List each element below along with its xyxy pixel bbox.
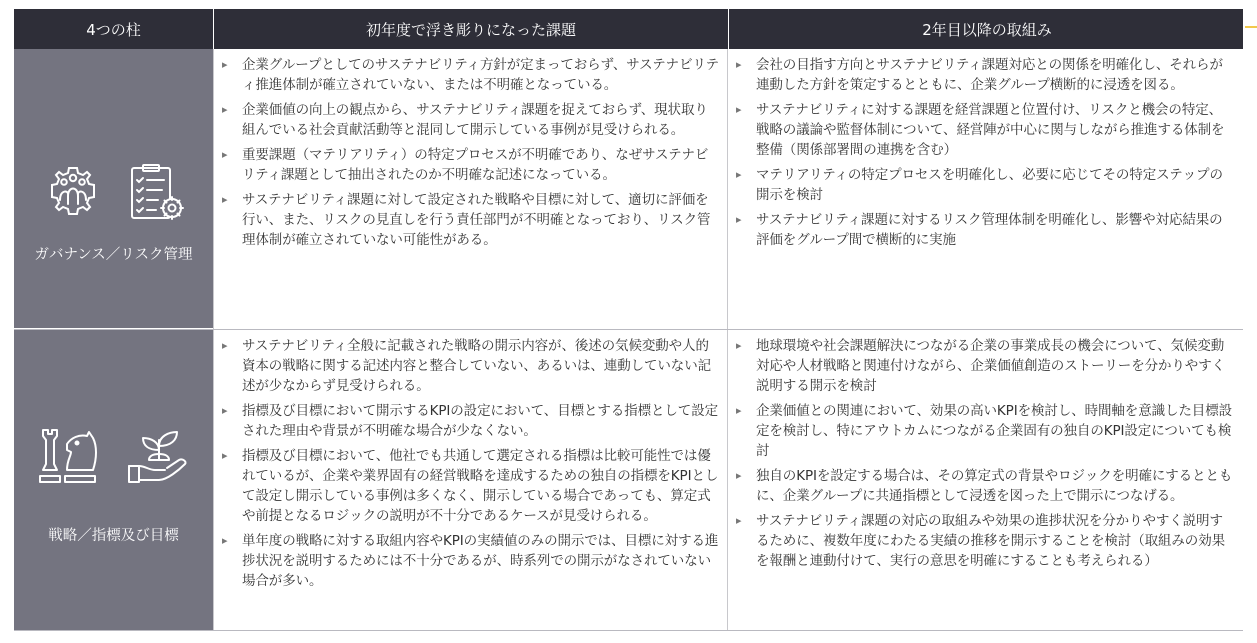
list-item: ▸ 単年度の戦略に対する取組内容やKPIの実績値のみの開示では、目標に対する進捗状況を説明するためには不十分であるが、時系列での開示がなされていない場合が多い。 [220,531,719,591]
pillar-label: 戦略／指標及び目標 [48,528,179,544]
pillar-cell-strategy [14,330,213,630]
list-item: ▸ 指標及び目標において開示するKPIの設定において、目標とする指標として設定された理由や背景が不明確な場合が少なくない。 [220,401,719,441]
table-row [14,49,1243,330]
list-item: ▸ 指標及び目標において、他社でも共通して選定される指標は比較可能性では優れているが、企業や業界固有の経営戦略を達成するための独自の指標をKPIとして設定し開示している事例は多くなく、開示している場合であっても、算定式や前提となるロジックの説明が不十分であるケースが見受けられる。 [220,446,719,526]
accent-mark [1245,26,1257,28]
list-item: ▸ 企業グループとしてのサステナビリティ方針が定まっておらず、サステナビリティ推進体制が確立されていない、または不明確となっている。 [220,55,719,95]
actions-cell [727,330,1243,630]
list-item: ▸ サステナビリティに対する課題を経営課題と位置付け、リスクと機会の特定、戦略の議論や監督体制について、経営陣が中心に関与しながら推進する体制を整備（関係部署間の連携を含む） [734,100,1235,160]
issues-cell [213,49,727,329]
issues-list [220,55,719,250]
list-item: ▸ サステナビリティ課題に対するリスク管理体制を明確化し、影響や対応結果の評価をグループ間で横断的に実施 [734,210,1235,250]
list-item: ▸ マテリアリティの特定プロセスを明確化し、必要に応じてその特定ステップの開示を検討 [734,165,1235,205]
pillar-label: ガバナンス／リスク管理 [34,247,193,263]
chess-pieces-icon [37,426,103,488]
table-row [14,330,1243,631]
list-item: ▸ 地球環境や社会課題解決につながる企業の事業成長の機会について、気候変動対応や人材戦略と関連付けながら、企業価値創造のストーリーを分かりやすく説明する開示を検討 [734,336,1235,396]
actions-cell [727,49,1243,329]
actions-list [734,336,1235,571]
pillars-table [14,9,1243,631]
list-item: ▸ サステナビリティ課題に対して設定された戦略や目標に対して、適切に評価を行い、また、リスクの見直しを行う責任部門が不明確となっており、リスク管理体制が確立されていない可能性がある。 [220,190,719,250]
checklist-gear-icon [126,162,186,224]
table-header [14,9,1243,49]
list-item: ▸ 会社の目指す方向とサステナビリティ課題対応との関係を明確化し、それらが連動した方針を策定するとともに、企業グループ横断的に浸透を図る。 [734,55,1235,95]
actions-list [734,55,1235,250]
list-item: ▸ サステナビリティ課題の対応の取組みや効果の進捗状況を分かりやすく説明するために、複数年度にわたる実績の推移を開示することを検討（取組みの効果を報酬と連動付けて、実行の意思を明確にすることも考えられる） [734,511,1235,571]
plant-hand-icon [125,426,191,488]
people-gear-icon [42,162,104,224]
list-item: ▸ 独自のKPIを設定する場合は、その算定式の背景やロジックを明確にするとともに、企業グループに共通指標として浸透を図った上で開示につなげる。 [734,466,1235,506]
issues-cell [213,330,727,630]
header-pillars: 4つの柱 [86,20,141,39]
issues-list [220,336,719,591]
header-first-year-issues: 初年度で浮き彫りになった課題 [213,9,728,49]
header-second-year-actions: 2年目以降の取組み [728,9,1245,49]
pillar-icons [14,426,213,488]
pillar-icons [14,162,213,224]
pillar-cell-governance [14,49,213,329]
list-item: ▸ 重要課題（マテリアリティ）の特定プロセスが不明確であり、なぜサステナビリティ課題として抽出されたのか不明確な記述になっている。 [220,145,719,185]
list-item: ▸ 企業価値との関連において、効果の高いKPIを検討し、時間軸を意識した目標設定を検討し、特にアウトカムにつながる企業固有の独自のKPI設定についても検討 [734,401,1235,461]
list-item: ▸ サステナビリティ全般に記載された戦略の開示内容が、後述の気候変動や人的資本の戦略に関する記述内容と整合していない、あるいは、連動していない記述が少なからず見受けられる。 [220,336,719,396]
list-item: ▸ 企業価値の向上の観点から、サステナビリティ課題を捉えておらず、現状取り組んでいる社会貢献活動等と混同して開示している事例が見受けられる。 [220,100,719,140]
